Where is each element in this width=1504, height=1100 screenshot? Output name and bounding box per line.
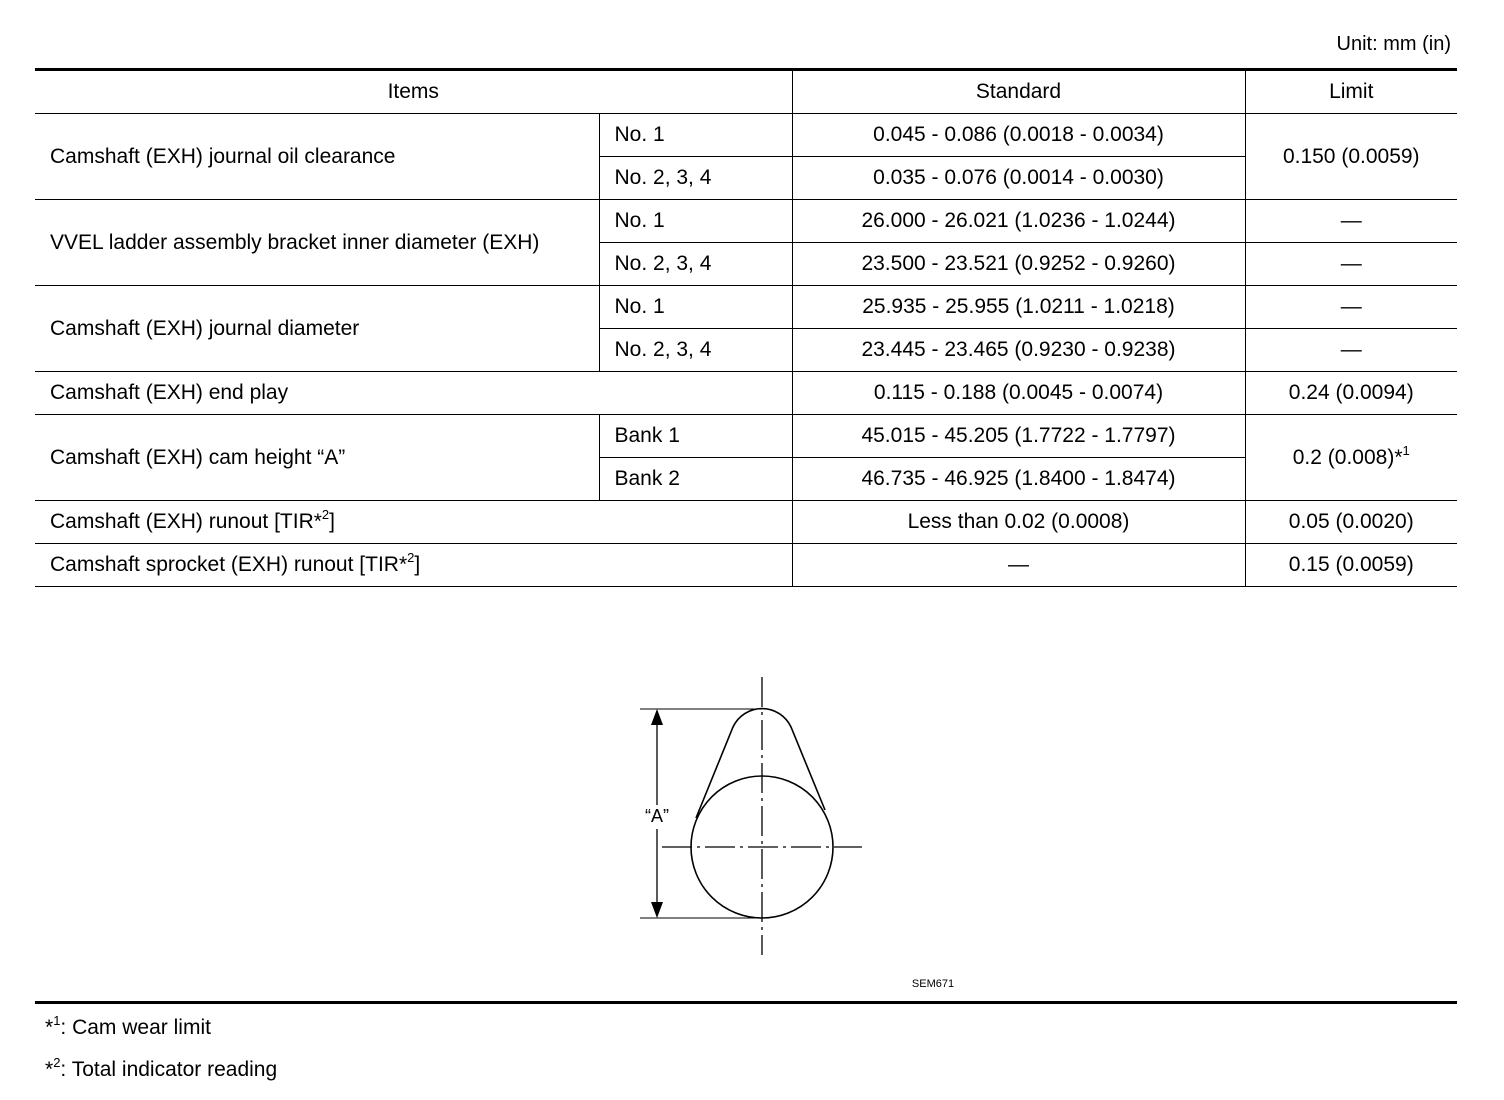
footnote-2 [45,1055,278,1082]
limit-value: — [1245,286,1457,329]
footnote-ref: 2 [321,507,330,522]
item-label [35,501,792,544]
cam-lobe [696,709,825,818]
table-row [35,286,1457,329]
item-label: Camshaft (EXH) journal diameter [35,286,599,372]
item-label: Camshaft (EXH) journal oil clearance [35,114,599,200]
limit-value: 0.24 (0.0094) [1245,372,1457,415]
standard-value: 26.000 - 26.021 (1.0236 - 1.0244) [792,200,1245,243]
table-row [35,415,1457,458]
figure-code: SEM671 [911,978,955,990]
header-limit: Limit [1245,70,1457,114]
limit-value: 0.15 (0.0059) [1245,544,1457,587]
standard-value: 23.445 - 23.465 (0.9230 - 0.9238) [792,329,1245,372]
sub-item: No. 1 [599,286,792,329]
footnote-mark: * [45,1058,54,1081]
item-label-text: Camshaft sprocket (EXH) runout [TIR* [50,553,408,576]
standard-value: 0.115 - 0.188 (0.0045 - 0.0074) [792,372,1245,415]
table-row [35,501,1457,544]
item-label-end: ] [329,510,335,533]
footnote-ref: 2 [407,550,415,565]
footnote-number: 1 [53,1013,61,1028]
sub-item: Bank 2 [599,458,792,501]
limit-value: 0.150 (0.0059) [1245,114,1457,200]
dimension-label: “A” [645,806,669,826]
footnote-mark: * [45,1016,54,1039]
standard-value: — [792,544,1245,587]
standard-value: 25.935 - 25.955 (1.0211 - 1.0218) [792,286,1245,329]
limit-value: — [1245,243,1457,286]
standard-value: Less than 0.02 (0.0008) [792,501,1245,544]
sub-item: No. 1 [599,114,792,157]
footnote-text: : Cam wear limit [60,1016,211,1039]
item-label-text: Camshaft (EXH) runout [TIR* [50,510,322,533]
bottom-rule [35,1001,1457,1004]
limit-value: — [1245,329,1457,372]
standard-value: 46.735 - 46.925 (1.8400 - 1.8474) [792,458,1245,501]
limit-value: — [1245,200,1457,243]
sub-item: No. 2, 3, 4 [599,157,792,200]
sub-item: No. 2, 3, 4 [599,243,792,286]
header-items: Items [35,70,792,114]
footnote-ref: 1 [1402,442,1410,458]
sub-item: Bank 1 [599,415,792,458]
table-header-row [35,70,1457,114]
header-standard: Standard [792,70,1245,114]
standard-value: 23.500 - 23.521 (0.9252 - 0.9260) [792,243,1245,286]
arrow-down-icon [651,902,663,918]
sub-item: No. 2, 3, 4 [599,329,792,372]
camshaft-spec-table [35,68,1457,587]
table-row [35,372,1457,415]
footnote-number: 2 [53,1055,61,1070]
unit-note: Unit: mm (in) [1336,33,1451,55]
table-row [35,544,1457,587]
arrow-up-icon [651,709,663,725]
item-label [35,544,792,587]
cam-height-diagram [600,665,980,995]
standard-value: 45.015 - 45.205 (1.7722 - 1.7797) [792,415,1245,458]
item-label-end: ] [414,553,421,576]
limit-value: 0.05 (0.0020) [1245,501,1457,544]
footnote-1 [45,1013,211,1040]
item-label: Camshaft (EXH) cam height “A” [35,415,599,501]
standard-value: 0.045 - 0.086 (0.0018 - 0.0034) [792,114,1245,157]
item-label: VVEL ladder assembly bracket inner diameter (EXH) [35,200,599,286]
limit-value [1245,415,1457,501]
table-row [35,200,1457,243]
standard-value: 0.035 - 0.076 (0.0014 - 0.0030) [792,157,1245,200]
table-row [35,114,1457,157]
item-label: Camshaft (EXH) end play [35,372,792,415]
sub-item: No. 1 [599,200,792,243]
footnote-text: : Total indicator reading [60,1058,278,1081]
limit-text: 0.2 (0.008)* [1292,445,1403,469]
